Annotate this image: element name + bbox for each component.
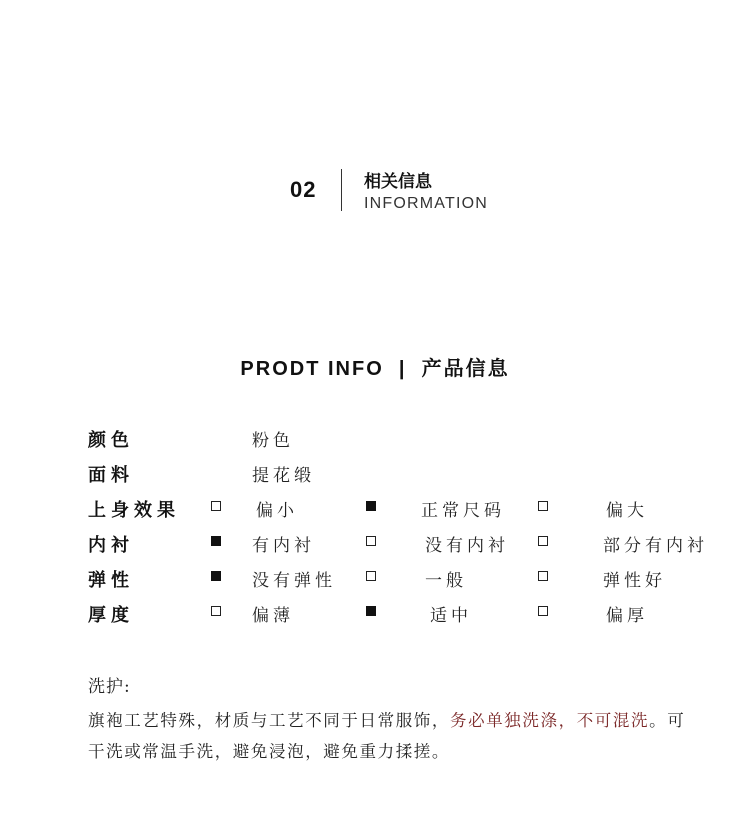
elasticity-option-normal: 一般 bbox=[425, 571, 467, 591]
thickness-option-thick: 偏厚 bbox=[606, 606, 648, 626]
elasticity-checkbox-normal bbox=[366, 571, 376, 581]
row-fit bbox=[0, 496, 750, 526]
lining-option-none: 没有内衬 bbox=[425, 536, 509, 556]
section-title-cn: 相关信息 bbox=[364, 172, 432, 191]
row-thickness bbox=[0, 601, 750, 631]
care-warning: 务必单独洗涤，不可混洗 bbox=[450, 711, 650, 730]
section-divider bbox=[341, 169, 342, 211]
care-label: 洗护: bbox=[88, 677, 131, 697]
lining-checkbox-partial bbox=[538, 536, 548, 546]
row-label-fabric: 面料 bbox=[88, 465, 134, 486]
care-text-part-1: 旗袍工艺特殊，材质与工艺不同于日常服饰， bbox=[88, 711, 450, 730]
fit-checkbox-large bbox=[538, 501, 548, 511]
fit-checkbox-small bbox=[211, 501, 221, 511]
section-header bbox=[0, 165, 750, 225]
row-color bbox=[0, 426, 750, 456]
row-label-thickness: 厚度 bbox=[88, 605, 134, 626]
elasticity-checkbox-good bbox=[538, 571, 548, 581]
color-value: 粉色 bbox=[252, 431, 294, 451]
fit-option-large: 偏大 bbox=[606, 501, 648, 521]
thickness-option-medium: 适中 bbox=[430, 606, 472, 626]
row-fabric bbox=[0, 461, 750, 491]
lining-option-has: 有内衬 bbox=[252, 536, 315, 556]
row-label-fit: 上身效果 bbox=[88, 500, 180, 521]
thickness-option-thin: 偏薄 bbox=[252, 606, 294, 626]
care-instructions bbox=[88, 705, 688, 767]
fit-option-small: 偏小 bbox=[256, 501, 298, 521]
fit-checkbox-normal bbox=[366, 501, 376, 511]
thickness-checkbox-thin bbox=[211, 606, 221, 616]
row-label-lining: 内衬 bbox=[88, 535, 134, 556]
thickness-checkbox-medium bbox=[366, 606, 376, 616]
row-lining bbox=[0, 531, 750, 561]
row-label-elasticity: 弹性 bbox=[88, 570, 134, 591]
elasticity-option-good: 弹性好 bbox=[603, 571, 666, 591]
product-info-title: PRODT INFO | 产品信息 bbox=[240, 358, 510, 380]
lining-checkbox-has bbox=[211, 536, 221, 546]
care-text-part-2: 。可干洗或常温手洗，避免浸泡，避免重力揉搓。 bbox=[88, 711, 686, 761]
elasticity-option-none: 没有弹性 bbox=[252, 571, 336, 591]
lining-option-partial: 部分有内衬 bbox=[603, 536, 708, 556]
section-number: 02 bbox=[290, 177, 317, 202]
fabric-value: 提花缎 bbox=[252, 466, 315, 486]
thickness-checkbox-thick bbox=[538, 606, 548, 616]
fit-option-normal: 正常尺码 bbox=[421, 501, 505, 521]
row-label-color: 颜色 bbox=[88, 430, 134, 451]
lining-checkbox-none bbox=[366, 536, 376, 546]
section-title-en: INFORMATION bbox=[364, 195, 489, 212]
elasticity-checkbox-none bbox=[211, 571, 221, 581]
row-elasticity bbox=[0, 566, 750, 596]
